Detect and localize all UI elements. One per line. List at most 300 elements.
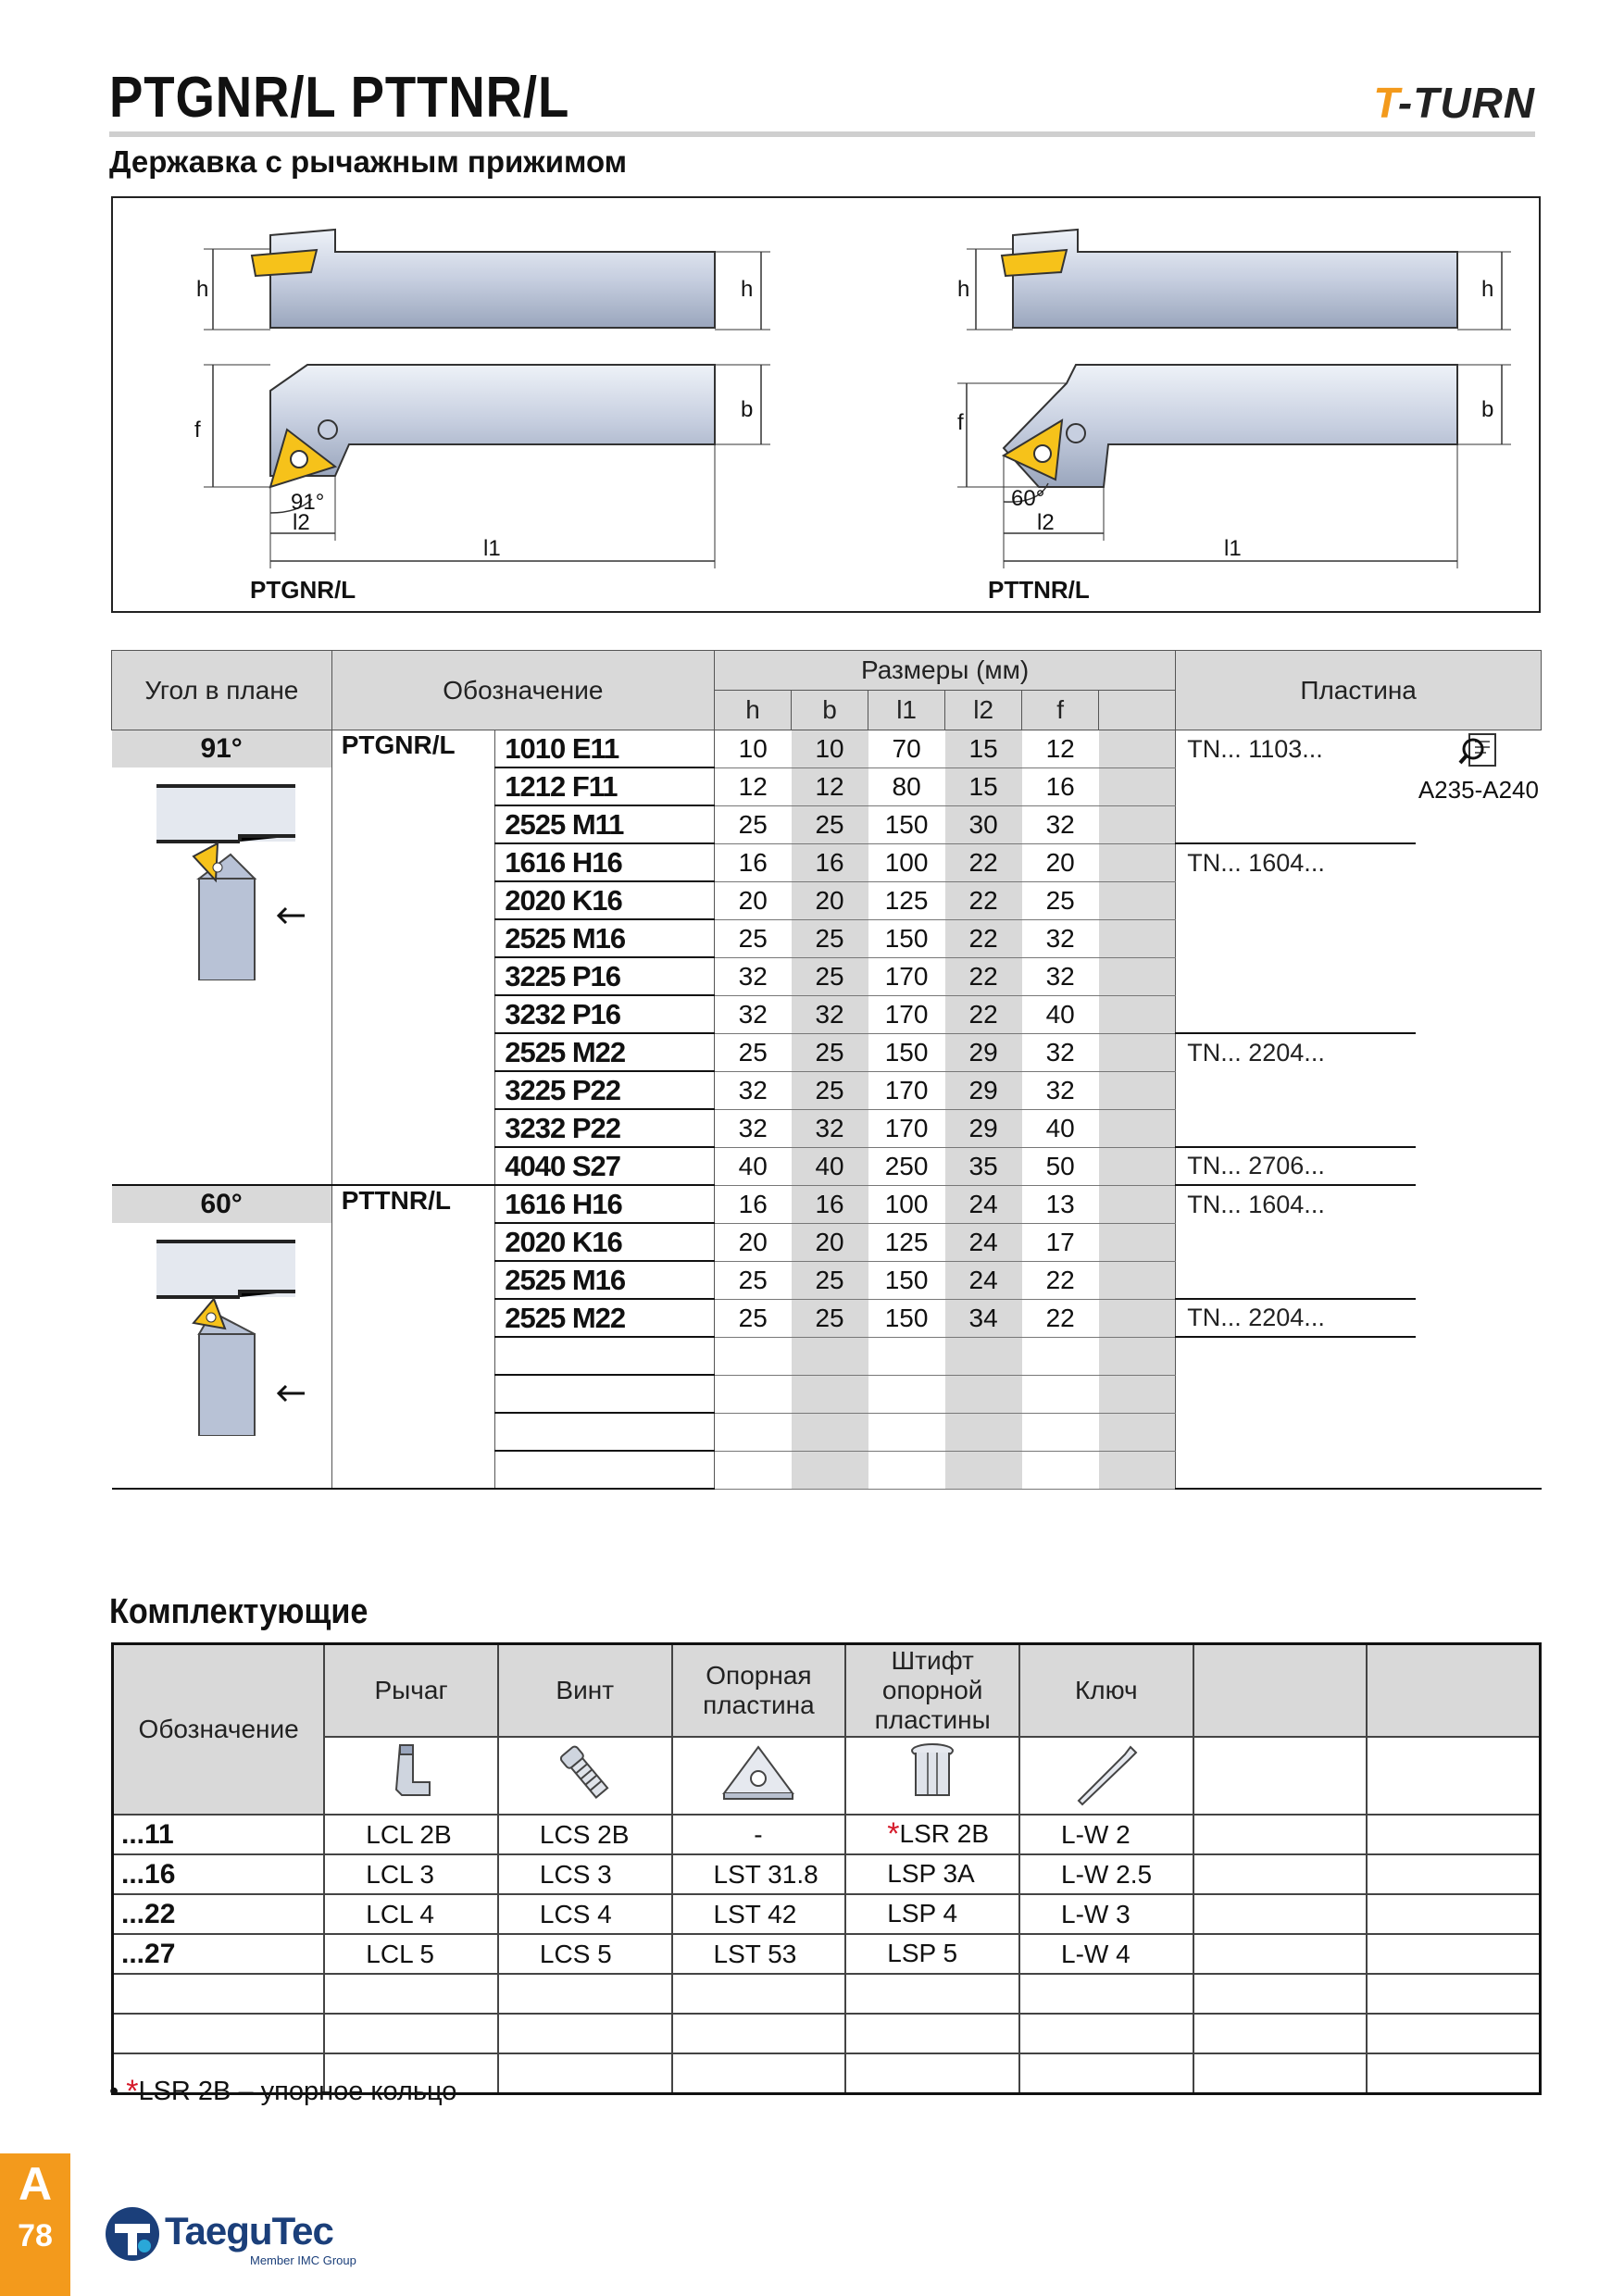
dim-cell-b: 40 <box>792 1147 868 1185</box>
dim-cell-b: 20 <box>792 1223 868 1261</box>
dim-cell-h <box>714 1451 791 1489</box>
dim-cell-l2: 30 <box>945 805 1022 843</box>
acc-cell-desig: ...11 <box>113 1815 325 1854</box>
label-l1-right: l1 <box>1224 536 1242 561</box>
acc-cell-screw: LCS 3 <box>498 1854 672 1894</box>
acc-cell-pin: LSP 5 <box>845 1934 1019 1974</box>
acc-cell-e1 <box>1193 1974 1367 2014</box>
acc-cell-shim <box>672 1974 846 2014</box>
pttnr-plan-view <box>957 365 1511 604</box>
dim-cell-f: 32 <box>1022 957 1099 995</box>
dim-cell-f: 16 <box>1022 767 1099 805</box>
dim-cell-x <box>1099 730 1176 768</box>
dim-cell-h <box>714 1413 791 1451</box>
dim-cell-b <box>792 1375 868 1413</box>
dim-cell-f: 32 <box>1022 805 1099 843</box>
acc-cell-e1 <box>1193 1815 1367 1854</box>
dim-cell-b: 32 <box>792 1109 868 1147</box>
dim-cell-x <box>1099 1261 1176 1299</box>
dim-cell-x <box>1099 1071 1176 1109</box>
acc-cell-e2 <box>1367 1854 1540 1894</box>
acc-cell-lever: LCL 5 <box>324 1934 498 1974</box>
dim-cell-b: 20 <box>792 881 868 919</box>
acc-cell-e2 <box>1367 1815 1540 1854</box>
shim-icon <box>672 1737 846 1815</box>
approach-illustration <box>112 767 332 1185</box>
dim-cell-f: 17 <box>1022 1223 1099 1261</box>
key-icon <box>1019 1737 1193 1815</box>
designation-cell: 3225 P22 <box>495 1071 715 1109</box>
insert-cell: TN... 1604... <box>1187 1190 1325 1218</box>
dim-cell-f: 25 <box>1022 881 1099 919</box>
label-b-right: b <box>1481 397 1494 422</box>
dim-cell-l1 <box>868 1375 945 1413</box>
approach-60-icon <box>129 1223 314 1436</box>
acc-cell-key <box>1019 2014 1193 2053</box>
acc-cell-key: L-W 2 <box>1019 1815 1193 1854</box>
designation-cell <box>495 1375 715 1413</box>
dim-cell-l2: 29 <box>945 1109 1022 1147</box>
dim-cell-x <box>1099 1375 1176 1413</box>
dim-cell-f: 22 <box>1022 1299 1099 1337</box>
catalog-ref-cell <box>1416 1261 1541 1299</box>
designation-cell: 2525 M22 <box>495 1033 715 1071</box>
acc-cell-e1 <box>1193 2053 1367 2094</box>
dim-cell-x <box>1099 1413 1176 1451</box>
dim-cell-b: 25 <box>792 1261 868 1299</box>
dim-cell-l1: 150 <box>868 1261 945 1299</box>
label-l2-left: l2 <box>293 510 310 535</box>
dim-cell-f: 50 <box>1022 1147 1099 1185</box>
dim-cell-l1: 80 <box>868 767 945 805</box>
table-row <box>113 2014 1541 2053</box>
dim-cell-b: 25 <box>792 1033 868 1071</box>
designation-cell: 3232 P22 <box>495 1109 715 1147</box>
catalog-ref-cell <box>1416 1185 1541 1223</box>
dim-cell-l1: 150 <box>868 919 945 957</box>
table-row <box>112 767 1542 805</box>
dim-cell-l1: 70 <box>868 730 945 768</box>
dim-cell-l1: 170 <box>868 957 945 995</box>
angle-cell: 60° <box>112 1185 332 1223</box>
dim-cell-l2 <box>945 1337 1022 1375</box>
designation-cell: 1212 F11 <box>495 767 715 805</box>
dim-cell-l2 <box>945 1451 1022 1489</box>
dim-cell-x <box>1099 1147 1176 1185</box>
acc-header-empty-4 <box>1367 1737 1540 1815</box>
catalog-ref-cell <box>1416 1413 1541 1451</box>
catalog-ref-cell <box>1416 805 1541 843</box>
dim-cell-x <box>1099 843 1176 881</box>
table-row <box>113 1854 1541 1894</box>
dim-cell-b: 12 <box>792 767 868 805</box>
designation-cell: 2020 K16 <box>495 881 715 919</box>
dim-cell-f: 12 <box>1022 730 1099 768</box>
designation-cell: 4040 S27 <box>495 1147 715 1185</box>
dim-cell-f <box>1022 1375 1099 1413</box>
header-designation: Обозначение <box>331 651 714 730</box>
label-f-left: f <box>194 418 201 443</box>
dim-cell-x <box>1099 919 1176 957</box>
acc-cell-shim <box>672 2014 846 2053</box>
page-subtitle: Державка с рычажным прижимом <box>109 144 628 179</box>
acc-cell-key: L-W 2.5 <box>1019 1854 1193 1894</box>
dim-cell-h: 40 <box>714 1147 791 1185</box>
header-insert: Пластина <box>1176 651 1542 730</box>
table-row <box>113 1974 1541 2014</box>
acc-cell-lever: LCL 4 <box>324 1894 498 1934</box>
header-angle: Угол в плане <box>112 651 332 730</box>
insert-cell <box>1176 881 1417 919</box>
acc-cell-pin <box>845 2014 1019 2053</box>
label-h-left-2: h <box>741 277 754 302</box>
catalog-ref-cell <box>1416 843 1541 881</box>
label-b-left: b <box>741 397 754 422</box>
angle-cell: 91° <box>112 730 332 768</box>
approach-91-icon <box>129 767 314 980</box>
group-name: PTGNR/L <box>331 730 495 1186</box>
acc-cell-desig: ...27 <box>113 1934 325 1974</box>
dim-cell-f <box>1022 1451 1099 1489</box>
dim-cell-h: 32 <box>714 995 791 1033</box>
dim-cell-l2: 22 <box>945 843 1022 881</box>
dim-cell-h: 32 <box>714 1109 791 1147</box>
dim-cell-x <box>1099 805 1176 843</box>
designation-cell: 2525 M22 <box>495 1299 715 1337</box>
dim-cell-b <box>792 1337 868 1375</box>
catalog-ref: A235-A240 <box>1418 776 1539 804</box>
designation-cell: 1616 H16 <box>495 1185 715 1223</box>
dim-cell-h: 16 <box>714 843 791 881</box>
header-f: f <box>1022 691 1099 730</box>
dim-cell-l2: 24 <box>945 1261 1022 1299</box>
acc-cell-desig: ...22 <box>113 1894 325 1934</box>
acc-cell-key <box>1019 1974 1193 2014</box>
insert-cell <box>1176 1109 1417 1147</box>
angle-right: 60° <box>1011 486 1045 511</box>
acc-header-designation: Обозначение <box>113 1644 325 1816</box>
insert-cell <box>1176 1261 1417 1299</box>
label-l1-left: l1 <box>483 536 501 561</box>
dim-cell-b <box>792 1413 868 1451</box>
dim-cell-h: 20 <box>714 1223 791 1261</box>
catalog-ref-cell <box>1416 730 1541 806</box>
designation-cell <box>495 1337 715 1375</box>
dim-cell-l2: 29 <box>945 1033 1022 1071</box>
acc-cell-desig <box>113 2014 325 2053</box>
dim-cell-l2: 24 <box>945 1223 1022 1261</box>
dim-cell-l2: 22 <box>945 995 1022 1033</box>
table-row <box>113 1815 1541 1854</box>
label-h-right: h <box>957 277 970 302</box>
acc-header-key: Ключ <box>1019 1644 1193 1738</box>
acc-cell-e2 <box>1367 2053 1540 2094</box>
magnifier-icon <box>1458 730 1499 769</box>
catalog-ref-cell <box>1416 1033 1541 1071</box>
dim-cell-x <box>1099 1033 1176 1071</box>
dim-cell-x <box>1099 881 1176 919</box>
label-f-right: f <box>957 410 964 435</box>
title-rule <box>109 131 1535 137</box>
dim-cell-f <box>1022 1337 1099 1375</box>
dim-cell-h: 25 <box>714 1299 791 1337</box>
accessories-table <box>111 1642 1542 2095</box>
catalog-ref-cell <box>1416 919 1541 957</box>
header-l1: l1 <box>868 691 945 730</box>
dim-cell-h: 25 <box>714 1261 791 1299</box>
insert-cell <box>1176 1337 1417 1375</box>
dim-cell-l2: 15 <box>945 730 1022 768</box>
lever-icon <box>324 1737 498 1815</box>
header-dimensions: Размеры (мм) <box>714 651 1175 691</box>
acc-cell-lever <box>324 2014 498 2053</box>
page-title: PTGNR/L PTTNR/L <box>109 66 570 130</box>
catalog-ref-cell <box>1416 1375 1541 1413</box>
footnote-star: * <box>126 2074 139 2109</box>
table-row <box>112 1185 1542 1223</box>
designation-cell: 2020 K16 <box>495 1223 715 1261</box>
insert-cell <box>1176 995 1417 1033</box>
acc-header-shim: Опорная пластина <box>672 1644 846 1738</box>
taegutec-logo-icon <box>104 2205 161 2267</box>
insert-cell <box>1176 1071 1417 1109</box>
dim-cell-x <box>1099 1299 1176 1337</box>
dim-cell-h: 10 <box>714 730 791 768</box>
designation-cell: 2525 M11 <box>495 805 715 843</box>
dim-cell-l1: 125 <box>868 1223 945 1261</box>
acc-cell-pin <box>845 1974 1019 2014</box>
dim-cell-l2: 22 <box>945 957 1022 995</box>
acc-header-empty-2 <box>1367 1644 1540 1738</box>
acc-cell-e1 <box>1193 1854 1367 1894</box>
dim-cell-h: 25 <box>714 805 791 843</box>
acc-cell-screw <box>498 1974 672 2014</box>
header-l2: l2 <box>945 691 1022 730</box>
acc-cell-desig <box>113 1974 325 2014</box>
designation-cell <box>495 1451 715 1489</box>
diagram-name-left: PTGNR/L <box>250 576 356 604</box>
dim-cell-x <box>1099 1223 1176 1261</box>
acc-cell-e1 <box>1193 1894 1367 1934</box>
acc-cell-e2 <box>1367 2014 1540 2053</box>
dim-cell-x <box>1099 767 1176 805</box>
dim-cell-b: 25 <box>792 1071 868 1109</box>
tool-drawings <box>113 198 1543 615</box>
catalog-ref-cell <box>1416 995 1541 1033</box>
header-b: b <box>792 691 868 730</box>
insert-cell <box>1176 1223 1417 1261</box>
acc-cell-screw <box>498 2053 672 2094</box>
dim-cell-l2: 34 <box>945 1299 1022 1337</box>
table-row <box>113 1894 1541 1934</box>
dim-cell-l1 <box>868 1451 945 1489</box>
dim-cell-f: 22 <box>1022 1261 1099 1299</box>
acc-cell-shim: LST 42 <box>672 1894 846 1934</box>
table-row <box>112 1223 1542 1261</box>
label-l2-right: l2 <box>1037 510 1055 535</box>
dim-cell-x <box>1099 1451 1176 1489</box>
acc-cell-shim: LST 53 <box>672 1934 846 1974</box>
dim-cell-l2: 22 <box>945 881 1022 919</box>
acc-cell-e1 <box>1193 1934 1367 1974</box>
dim-cell-b: 10 <box>792 730 868 768</box>
spec-body <box>112 730 1542 1490</box>
dim-cell-h: 16 <box>714 1185 791 1223</box>
header-h: h <box>714 691 791 730</box>
designation-cell: 3225 P16 <box>495 957 715 995</box>
dim-cell-b: 25 <box>792 957 868 995</box>
acc-cell-e2 <box>1367 1974 1540 2014</box>
dim-cell-f: 40 <box>1022 995 1099 1033</box>
group-name: PTTNR/L <box>331 1185 495 1489</box>
pin-star: * <box>887 1816 900 1852</box>
dim-cell-h <box>714 1337 791 1375</box>
dim-cell-b: 16 <box>792 843 868 881</box>
approach-illustration <box>112 1223 332 1489</box>
dim-cell-b <box>792 1451 868 1489</box>
accessories-title: Комплектующие <box>109 1592 369 1631</box>
pttnr-side-view <box>957 230 1511 330</box>
angle-left: 91° <box>291 490 325 515</box>
ptgnr-plan-view <box>194 365 770 604</box>
catalog-ref-cell <box>1416 1223 1541 1261</box>
insert-cell <box>1176 919 1417 957</box>
logo-subtext: Member IMC Group <box>250 2253 356 2267</box>
acc-cell-shim <box>672 2053 846 2094</box>
dim-cell-l1: 150 <box>868 1033 945 1071</box>
dim-cell-l1: 100 <box>868 843 945 881</box>
dim-cell-h: 25 <box>714 1033 791 1071</box>
insert-cell <box>1176 1413 1417 1451</box>
acc-cell-e1 <box>1193 2014 1367 2053</box>
dim-cell-l2: 22 <box>945 919 1022 957</box>
diagram-name-right: PTTNR/L <box>988 576 1090 604</box>
dim-cell-f: 32 <box>1022 1071 1099 1109</box>
insert-cell <box>1176 767 1417 805</box>
insert-cell: TN... 2204... <box>1187 1038 1325 1067</box>
designation-cell: 1010 E11 <box>495 730 715 768</box>
designation-cell <box>495 1413 715 1451</box>
acc-cell-shim: - <box>672 1815 846 1854</box>
dim-cell-l2: 15 <box>945 767 1022 805</box>
label-h-left: h <box>196 277 209 302</box>
insert-cell: TN... 2706... <box>1176 1147 1417 1185</box>
dim-cell-l2 <box>945 1375 1022 1413</box>
dim-cell-b: 32 <box>792 995 868 1033</box>
dim-cell-f: 13 <box>1022 1185 1099 1223</box>
table-row <box>113 1934 1541 1974</box>
insert-cell <box>1176 1451 1417 1489</box>
acc-header-empty-3 <box>1193 1737 1367 1815</box>
dim-cell-x <box>1099 995 1176 1033</box>
insert-cell <box>1176 805 1417 843</box>
catalog-ref-cell <box>1416 1299 1541 1337</box>
dim-cell-b: 25 <box>792 805 868 843</box>
dim-cell-l1: 170 <box>868 1109 945 1147</box>
insert-cell: TN... 1604... <box>1187 848 1325 877</box>
catalog-ref-cell <box>1416 1071 1541 1109</box>
dim-cell-f: 40 <box>1022 1109 1099 1147</box>
ptgnr-side-view <box>196 230 770 330</box>
acc-cell-screw: LCS 2B <box>498 1815 672 1854</box>
dim-cell-l1: 150 <box>868 805 945 843</box>
acc-cell-e2 <box>1367 1934 1540 1974</box>
dim-cell-b: 25 <box>792 1299 868 1337</box>
dim-cell-h: 32 <box>714 1071 791 1109</box>
dim-cell-h: 12 <box>714 767 791 805</box>
table-row <box>112 730 1542 768</box>
acc-cell-lever <box>324 1974 498 2014</box>
acc-cell-screw: LCS 4 <box>498 1894 672 1934</box>
acc-header-lever: Рычаг <box>324 1644 498 1738</box>
dim-cell-l1: 125 <box>868 881 945 919</box>
acc-cell-screw: LCS 5 <box>498 1934 672 1974</box>
dim-cell-l2 <box>945 1413 1022 1451</box>
label-h-right-2: h <box>1481 277 1494 302</box>
acc-header-screw: Винт <box>498 1644 672 1738</box>
insert-cell <box>1176 1375 1417 1413</box>
acc-cell-lever: LCL 2B <box>324 1815 498 1854</box>
dim-cell-f: 20 <box>1022 843 1099 881</box>
acc-header-empty-1 <box>1193 1644 1367 1738</box>
acc-cell-key: L-W 4 <box>1019 1934 1193 1974</box>
screw-icon <box>498 1737 672 1815</box>
acc-cell-lever: LCL 3 <box>324 1854 498 1894</box>
acc-cell-pin <box>845 2053 1019 2094</box>
dim-cell-x <box>1099 957 1176 995</box>
insert-cell: TN... 2204... <box>1176 1299 1417 1337</box>
designation-cell: 1616 H16 <box>495 843 715 881</box>
dim-cell-l1: 150 <box>868 1299 945 1337</box>
dim-cell-l1 <box>868 1413 945 1451</box>
spec-table <box>111 650 1542 1490</box>
logo-text: TaeguTec <box>165 2209 333 2252</box>
tool-diagram <box>111 196 1541 613</box>
dim-cell-x <box>1099 1109 1176 1147</box>
acc-cell-key: L-W 3 <box>1019 1894 1193 1934</box>
catalog-ref-cell <box>1416 957 1541 995</box>
dim-cell-l2: 35 <box>945 1147 1022 1185</box>
dim-cell-b: 25 <box>792 919 868 957</box>
dim-cell-l2: 29 <box>945 1071 1022 1109</box>
footnote: • *LSR 2B – упорное кольцо <box>109 2074 457 2109</box>
dim-cell-l1: 100 <box>868 1185 945 1223</box>
page-number: 78 <box>18 2218 53 2253</box>
section-letter: A <box>18 2158 53 2210</box>
acc-cell-shim: LST 31.8 <box>672 1854 846 1894</box>
insert-cell <box>1176 957 1417 995</box>
acc-header-pin: Штифт опорной пластины <box>845 1644 1019 1738</box>
designation-cell: 2525 M16 <box>495 1261 715 1299</box>
designation-cell: 3232 P16 <box>495 995 715 1033</box>
dim-cell-l2: 24 <box>945 1185 1022 1223</box>
dim-cell-f <box>1022 1413 1099 1451</box>
dim-cell-h: 32 <box>714 957 791 995</box>
dim-cell-f: 32 <box>1022 1033 1099 1071</box>
dim-cell-h <box>714 1375 791 1413</box>
brand-logo: T-TURN <box>1373 79 1535 127</box>
dim-cell-f: 32 <box>1022 919 1099 957</box>
acc-cell-screw <box>498 2014 672 2053</box>
catalog-ref-cell <box>1416 1109 1541 1147</box>
acc-cell-desig: ...16 <box>113 1854 325 1894</box>
accessories-body <box>113 1815 1541 2094</box>
dim-cell-x <box>1099 1337 1176 1375</box>
catalog-ref-cell <box>1416 881 1541 919</box>
dim-cell-l1 <box>868 1337 945 1375</box>
dim-cell-h: 20 <box>714 881 791 919</box>
dim-cell-x <box>1099 1185 1176 1223</box>
